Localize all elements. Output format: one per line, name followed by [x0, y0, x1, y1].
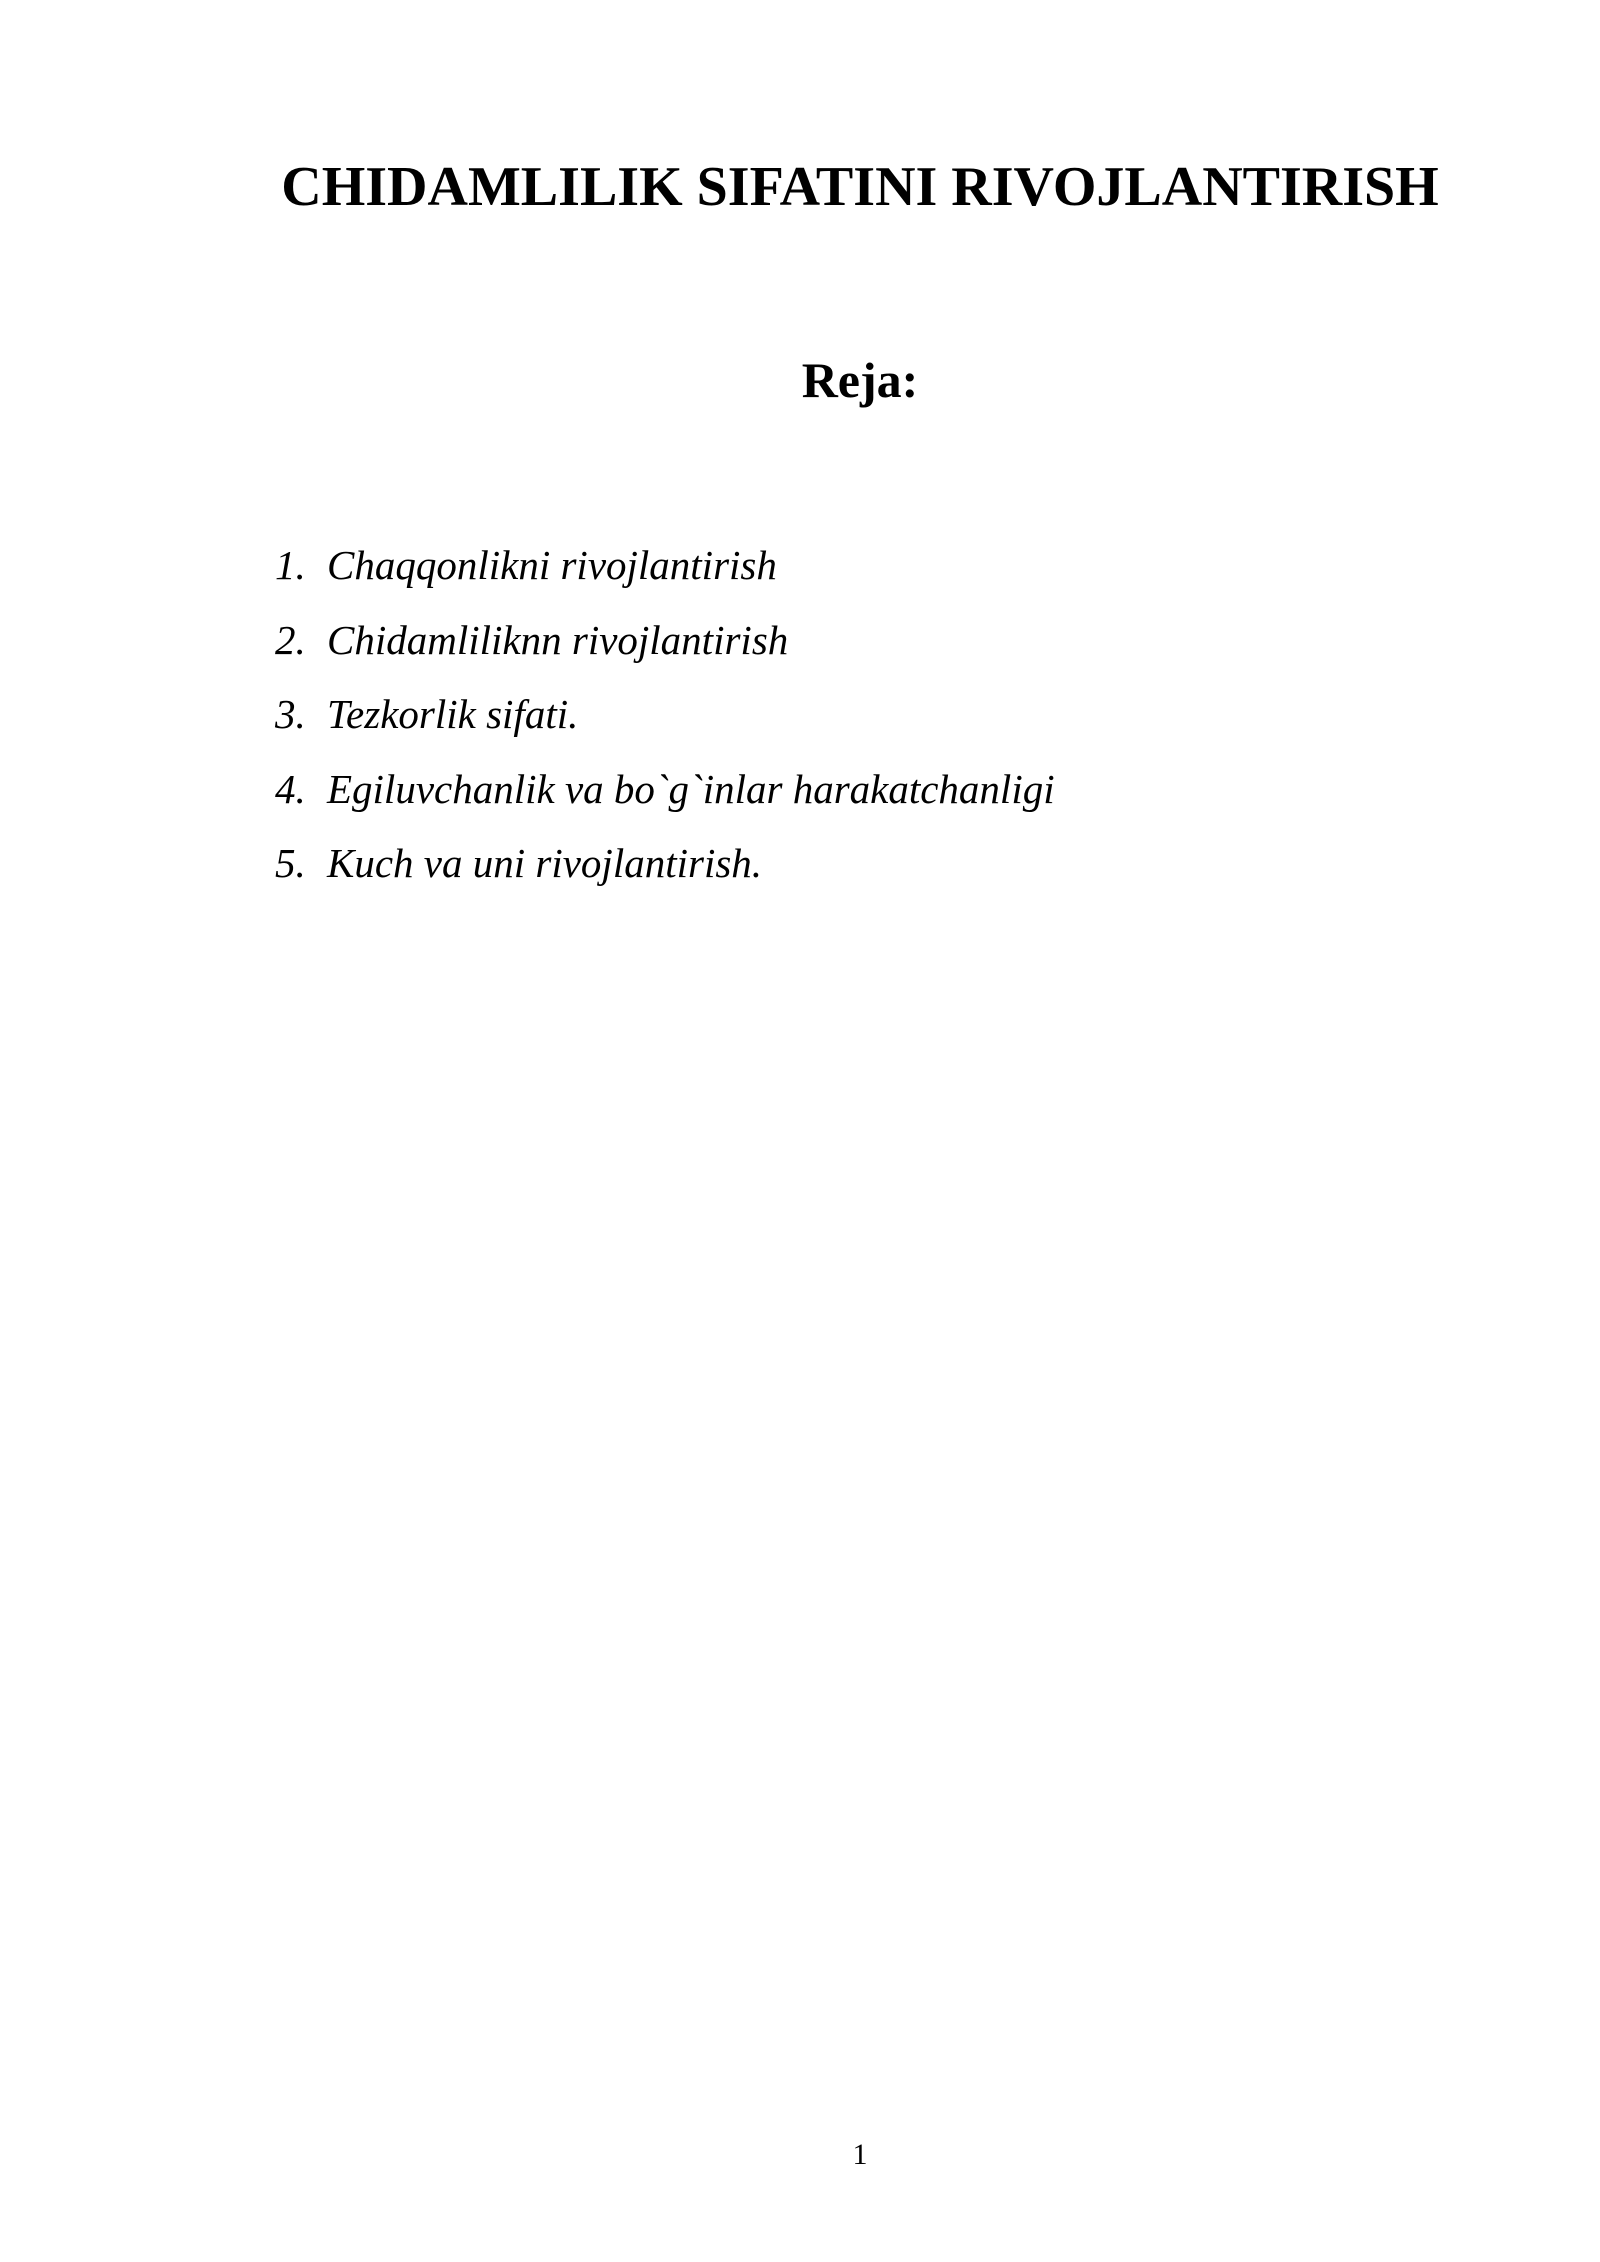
- plan-item-text: Egiluvchanlik va bo`g`inlar harakatchanligi: [327, 765, 1055, 812]
- plan-item-number: 1.: [275, 542, 306, 588]
- plan-item-number: 5.: [275, 840, 306, 886]
- plan-item-text: Kuch va uni rivojlantirish.: [327, 840, 763, 886]
- plan-item-text: Tezkorlik sifati.: [327, 691, 579, 737]
- plan-item: [275, 752, 1055, 827]
- plan-item: [275, 528, 1055, 603]
- plan-item-number: 4.: [275, 765, 306, 812]
- plan-item: [275, 603, 1055, 678]
- plan-heading: Reja:: [801, 352, 919, 408]
- plan-item-number: 2.: [275, 616, 306, 663]
- plan-item-text: Chidamliliknn rivojlantirish: [327, 616, 789, 663]
- document-title: CHIDAMLILIK SIFATINI RIVOJLANTIRISH: [281, 156, 1439, 218]
- plan-item: [275, 677, 1055, 752]
- page-number: 1: [852, 2138, 868, 2171]
- plan-item-number: 3.: [275, 691, 306, 737]
- plan-item: [275, 826, 1055, 901]
- plan-item-text: Chaqqonlikni rivojlantirish: [327, 542, 777, 588]
- plan-list: [275, 528, 1055, 901]
